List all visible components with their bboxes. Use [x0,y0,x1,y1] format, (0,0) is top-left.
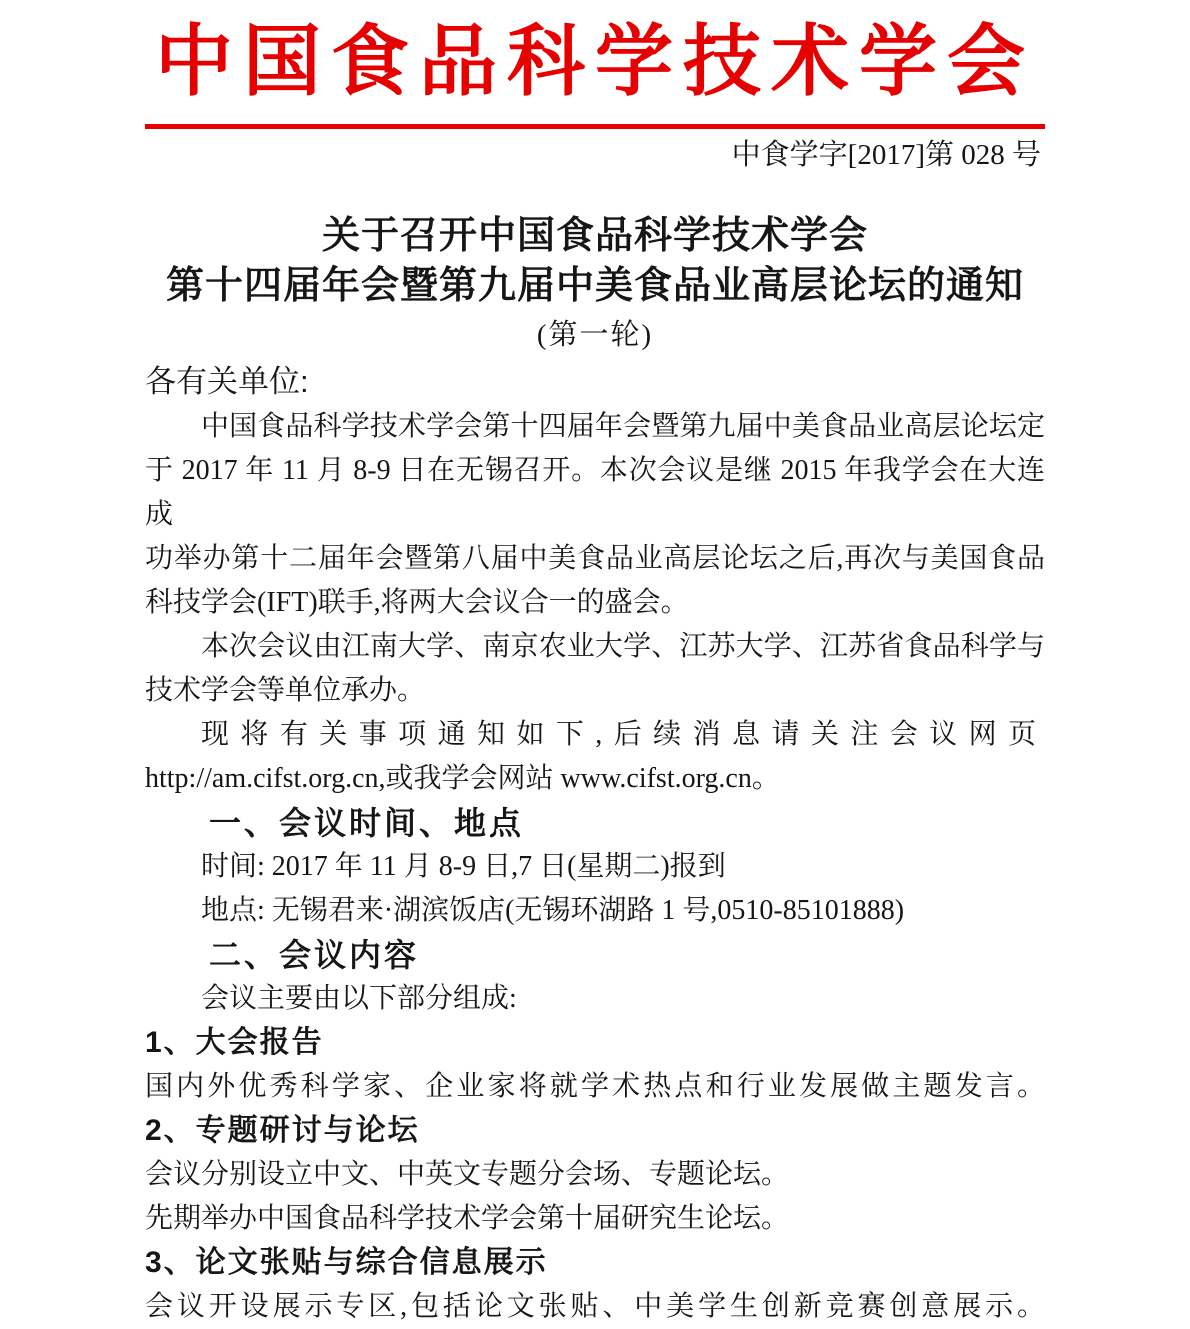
url-line: http://am.cifst.org.cn,或我学会网站 www.cifst.org.cn。 [145,763,780,794]
body-line: 现将有关事项通知如下,后续消息请关注会议网页 [201,719,1045,750]
body-line: 会议开设展示专区,包括论文张贴、中美学生创新竞赛创意展示。 [145,1291,1045,1322]
body-line: 时间: 2017 年 11 月 8-9 日,7 日(星期二)报到 [201,851,726,882]
doc-number: 中食学字[2017]第 028 号 [731,139,1041,171]
body-line: 先期举办中国食品科学技术学会第十届研究生论坛。 [145,1203,790,1234]
section-heading: 二、会议内容 [209,937,420,973]
body-line: 本次会议由江南大学、南京农业大学、江苏大学、江苏省食品科学与 [201,631,1045,662]
org-name-letterhead: 中国食品科学技术学会 [154,18,1035,105]
body-line: 中国食品科学技术学会第十四届年会暨第九届中美食品业高层论坛定 [201,411,1045,442]
notice-title [145,211,1045,311]
body-line: 地点: 无锡君来·湖滨饭店(无锡环湖路 1 号,0510-85101888) [201,895,905,926]
body-line: 会议分别设立中文、中英文专题分会场、专题论坛。 [145,1159,790,1190]
body-line: 科技学会(IFT)联手,将两大会议合一的盛会。 [145,587,689,618]
salutation: 各有关单位: [145,364,309,399]
document-body [145,405,1045,1329]
body-line: 功举办第十二届年会暨第八届中美食品业高层论坛之后,再次与美国食品 [145,543,1045,574]
round-label: (第一轮) [536,319,654,351]
body-line: 技术学会等单位承办。 [145,675,426,706]
section-heading: 一、会议时间、地点 [209,805,525,841]
letterhead-rule [145,124,1045,129]
notice-title-line2: 第十四届年会暨第九届中美食品业高层论坛的通知 [165,265,1024,307]
sub-heading: 3、论文张贴与综合信息展示 [145,1246,548,1279]
body-line: 国内外优秀科学家、企业家将就学术热点和行业发展做主题发言。 [145,1071,1045,1102]
sub-heading: 1、大会报告 [145,1026,324,1059]
body-line: 于 2017 年 11 月 8-9 日在无锡召开。本次会议是继 2015 年我学会在大连成 [145,455,1045,530]
sub-heading: 2、专题研讨与论坛 [145,1114,420,1147]
body-line: 会议主要由以下部分组成: [201,983,517,1014]
notice-title-line1: 关于召开中国食品科学技术学会 [321,215,868,257]
